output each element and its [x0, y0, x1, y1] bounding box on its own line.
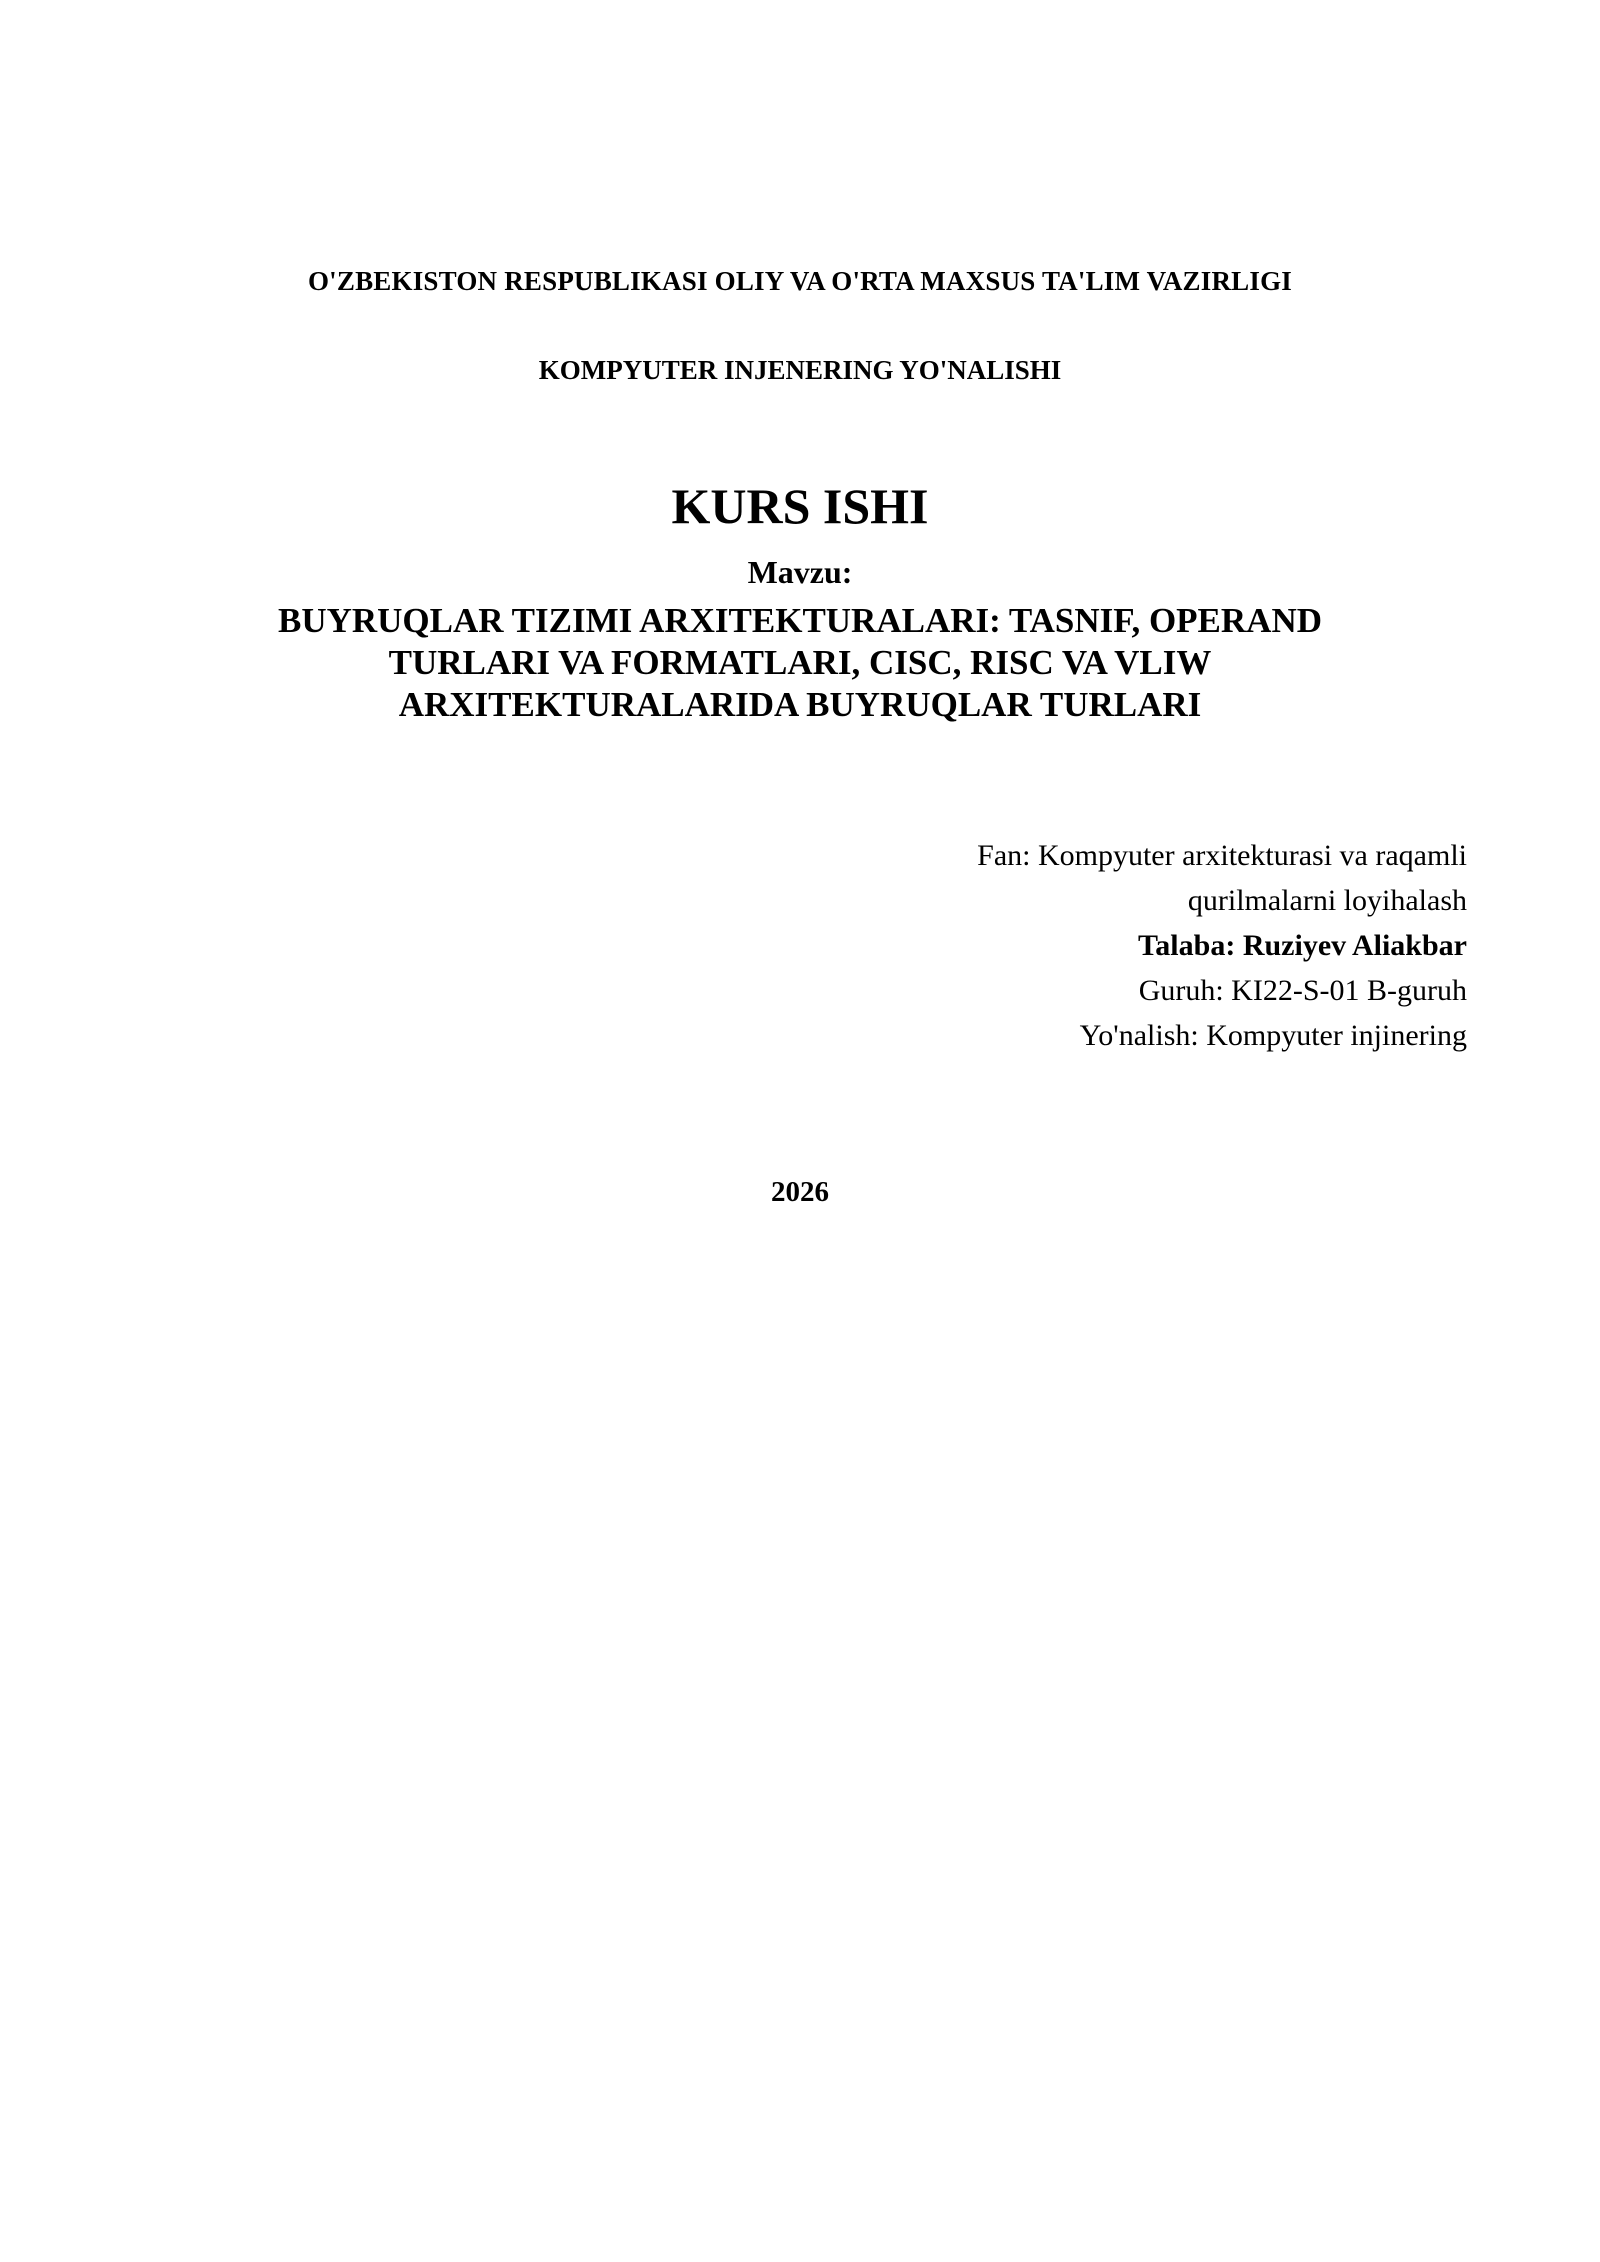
subject-line: Fan: Kompyuter arxitekturasi va raqamli	[977, 839, 1467, 872]
subject-line: qurilmalarni loyihalash	[1187, 884, 1467, 917]
group-line: Guruh: KI22-S-01 B-guruh	[1138, 974, 1467, 1007]
info-block	[767, 833, 1467, 1058]
topic-label: Mavzu:	[747, 554, 853, 590]
direction-heading: KOMPYUTER INJENERING YO'NALISHI	[538, 355, 1062, 385]
specialty-line: Yo'nalish: Kompyuter injinering	[1079, 1019, 1467, 1052]
document-title: KURS ISHI	[671, 478, 929, 534]
student-name: Talaba: Ruziyev Aliakbar	[1138, 929, 1467, 962]
year: 2026	[771, 1176, 829, 1208]
ministry-heading: O'ZBEKISTON RESPUBLIKASI OLIY VA O'RTA MAXSUS TA'LIM VAZIRLIGI	[307, 266, 1292, 296]
topic-line: BUYRUQLAR TIZIMI ARXITEKTURALARI: TASNIF, OPERAND	[277, 601, 1323, 640]
topic-line: ARXITEKTURALARIDA BUYRUQLAR TURLARI	[398, 685, 1202, 724]
topic-line: TURLARI VA FORMATLARI, CISC, RISC VA VLIW	[388, 643, 1212, 682]
topic-title	[0, 600, 1600, 726]
